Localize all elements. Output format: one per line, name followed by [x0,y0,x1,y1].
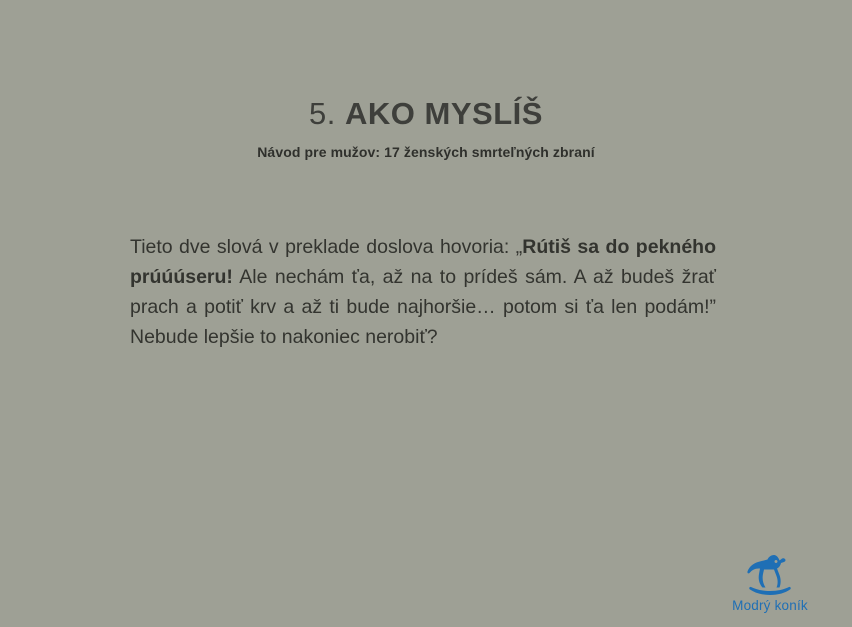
rocking-horse-icon [714,552,826,596]
page-subtitle: Návod pre mužov: 17 ženských smrteľných zbraní [257,144,595,160]
title-number: 5. [309,96,336,131]
title-block [0,96,852,160]
logo[interactable] [714,552,826,613]
logo-label: Modrý koník [732,598,808,613]
body-text-emphasis: Rútiš sa do pekného prúúúseru! [130,236,716,288]
body-paragraph [130,232,716,352]
body-text [130,232,716,352]
page-title [0,96,852,132]
body-text-rest: Ale nechám ťa, až na to prídeš sám. A až budeš žrať prach a potiť krv a až ti bude najhoršie… potom si ťa len podám!” Nebude lepšie to nakoniec nerobiť? [130,266,716,348]
title-heading: AKO MYSLÍŠ [345,96,543,131]
body-text-intro: Tieto dve slová v preklade doslova hovoria: „ [130,236,523,258]
